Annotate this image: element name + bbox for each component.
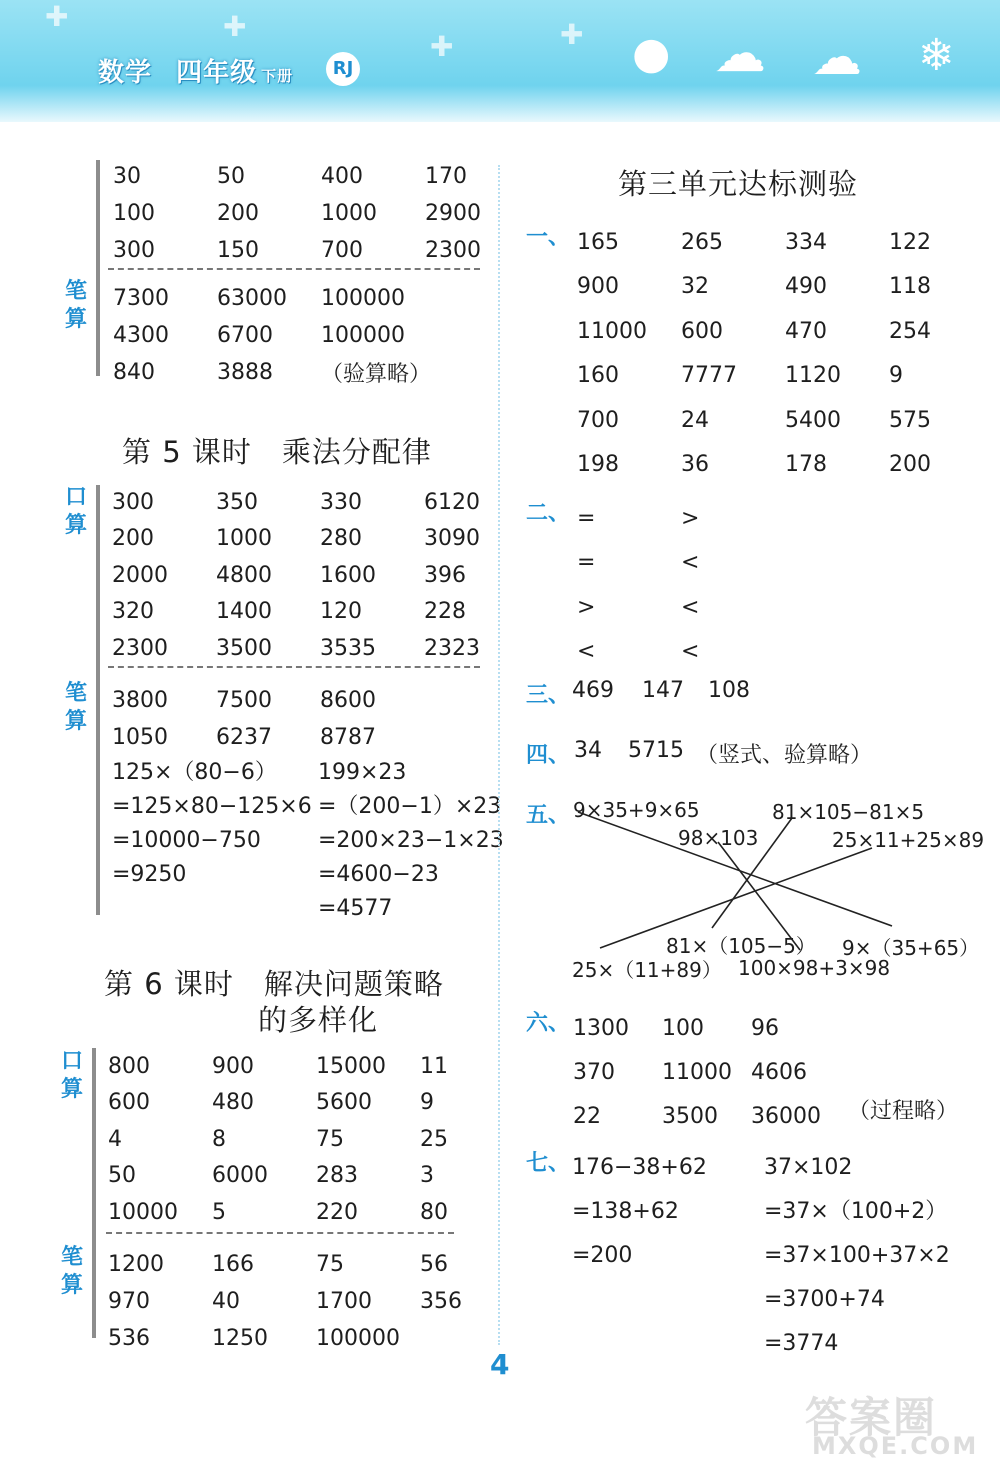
answer-value: 1000 [216,526,272,552]
match-expression: 81×105−81×5 [772,800,925,824]
edition-badge: RJ [326,52,360,86]
answer-value: 575 [889,407,931,433]
answer-value: 2300 [425,238,481,263]
answer-value: 118 [889,274,931,300]
answer-value: 1300 [573,1015,629,1041]
answer-row [112,521,528,558]
answer-value: < [681,550,700,576]
answer-note: （竖式、验算略） [696,743,873,768]
cloud-icon: ☁ [714,24,766,84]
answer-value: 150 [217,238,259,263]
answer-value: 120 [320,599,362,625]
answer-value: 356 [420,1289,462,1314]
plus-sparkle-icon: ✚ [560,18,584,51]
question-number: 二、 [526,501,571,526]
answer-value: 96 [751,1015,779,1041]
answer-row [577,541,785,586]
snowflake-icon: ❄ [918,30,955,81]
answer-value: 3500 [662,1103,718,1129]
calc-steps [112,756,312,892]
answer-value: 600 [681,318,723,344]
answer-value: 50 [217,164,245,189]
answer-value: 147 [642,678,684,703]
answer-value: 300 [113,238,155,263]
answer-row [112,557,528,594]
answer-value: 396 [424,562,466,588]
calc-step: =3700+74 [764,1287,885,1312]
answer-row [112,484,528,521]
lesson6-title: 第 6 课时 解决问题策略 [104,967,444,1001]
answer-row [577,220,993,265]
answer-row [113,280,501,317]
answer-value: 63000 [217,286,287,311]
calc-step: =4600−23 [318,862,439,887]
answer-value: 32 [681,274,709,300]
answer-value: 330 [320,489,362,515]
answer-value: 800 [108,1053,150,1079]
answer-value: 50 [108,1163,136,1189]
rain-cloud-icon: ☁ [812,28,862,86]
answer-value: 122 [889,229,931,255]
written-calc-label: 笔算 [64,279,87,332]
answer-row [112,594,528,631]
answer-value: 700 [577,407,619,433]
answer-value: 1400 [216,599,272,625]
watermark-url: MXQE.COM [812,1432,979,1460]
section-bar [92,1048,96,1338]
match-expression: 25×11+25×89 [832,828,985,852]
answer-value: 900 [212,1053,254,1079]
answer-value: 900 [577,274,619,300]
answer-value: 300 [112,489,154,515]
answer-value: 160 [577,363,619,389]
answer-value: < [681,639,700,665]
answer-value: 22 [573,1103,601,1129]
answer-row [573,1094,851,1138]
calc-answer-grid [113,158,529,269]
answer-value: 56 [420,1252,448,1277]
answer-value: 3888 [217,360,273,385]
match-expression: 25×（11+89） [572,958,722,982]
q1-answer-grid [577,220,993,487]
answer-value: 8787 [320,725,376,750]
answer-row [577,265,993,310]
written-calc-label: 笔算 [64,681,87,734]
answer-row [573,1050,851,1094]
section-bar [96,485,100,915]
answer-value: 9 [889,363,903,389]
question-number: 七、 [526,1151,571,1176]
answer-value: 2300 [112,635,168,661]
answer-value: 3500 [216,635,272,661]
calc-step: 125×（80−6） [112,760,277,785]
calc-steps [764,1146,950,1366]
answer-value: 80 [420,1199,448,1225]
match-expression: 9×35+9×65 [573,798,700,822]
answer-value: 100 [662,1015,704,1041]
answer-row [577,496,785,541]
answer-value: 4800 [216,562,272,588]
answer-value: 100000 [316,1326,400,1351]
dashed-divider [108,666,480,668]
answer-row [577,443,993,488]
answer-value: 6700 [217,323,273,348]
calc-step: 199×23 [318,760,407,785]
oral-calc-label: 口算 [60,1049,83,1102]
answer-value: 7300 [113,286,169,311]
answer-value: 370 [573,1059,615,1085]
answer-value: 200 [112,526,154,552]
answer-value: 350 [216,489,258,515]
answer-value: 8 [212,1126,226,1152]
match-expression: 98×103 [678,826,759,850]
plus-sparkle-icon: ✚ [223,10,247,43]
match-expression: 81×（105−5） [666,934,816,958]
answer-value: 220 [316,1199,358,1225]
calc-step: 176−38+62 [572,1155,707,1180]
answer-value: 5 [212,1199,226,1225]
dashed-divider [108,268,480,270]
answer-value: 198 [577,452,619,478]
answer-row [108,1283,524,1320]
calc-steps [318,756,504,926]
answer-value: 1120 [785,363,841,389]
written-calc-label: 笔算 [60,1245,83,1298]
sun-icon: ● [632,28,671,79]
answer-value: 200 [889,452,931,478]
answer-row [112,630,528,667]
answer-value: 11000 [662,1059,732,1085]
answer-value: （验算略） [321,362,432,387]
question-number: 五、 [526,803,571,828]
answer-value: 3535 [320,635,376,661]
unit-test-title: 第三单元达标测验 [618,167,859,201]
dashed-divider [106,1232,454,1234]
calc-step: =138+62 [572,1199,679,1224]
answer-value: 36 [681,452,709,478]
answer-row [108,1085,524,1122]
answer-value: 5600 [316,1090,372,1116]
answer-value: 100 [113,201,155,226]
answer-value: 15000 [316,1053,386,1079]
answer-row [113,317,501,354]
answer-row [112,719,424,756]
lesson6-title-line2: 的多样化 [258,1003,379,1037]
answer-value: 108 [708,678,750,703]
answer-row [113,195,529,232]
calc-step: =125×80−125×6 [112,794,312,819]
answer-value: 11000 [577,318,647,344]
answer-value: 2323 [424,635,480,661]
answer-value: 283 [316,1163,358,1189]
answer-row [112,682,424,719]
answer-value: 178 [785,452,827,478]
book-title: 数学 四年级 下册 [98,58,294,88]
answer-value: 970 [108,1289,150,1314]
answer-value: 7777 [681,363,737,389]
match-expression: 100×98+3×98 [738,956,891,980]
calc-step: =200 [572,1243,633,1268]
answer-value: 400 [321,164,363,189]
answer-value: 24 [681,407,709,433]
answer-row [108,1246,524,1283]
watermark-logo: 答案圈 [805,1393,938,1442]
answer-value: 840 [113,360,155,385]
answer-value: 6120 [424,489,480,515]
answer-value: 5715 [628,738,684,763]
answer-value: 165 [577,229,619,255]
lesson5-title: 第 5 课时 乘法分配律 [122,435,432,469]
answer-value: 200 [217,201,259,226]
answer-value: = [577,505,596,531]
answer-value: 8600 [320,688,376,713]
answer-row [108,1121,524,1158]
plus-sparkle-icon: ✚ [45,0,69,33]
calc-answer-grid [113,280,501,391]
answer-row [108,1158,524,1195]
answer-row [108,1194,524,1231]
calc-step: =37×（100+2） [764,1199,948,1224]
calc-step: =9250 [112,862,187,887]
answer-value: 490 [785,274,827,300]
answer-value: 2900 [425,201,481,226]
answer-value: 2000 [112,562,168,588]
answer-value: 536 [108,1326,150,1351]
oral-answer-grid [112,484,528,667]
answer-value: 100000 [321,323,405,348]
answer-row [108,1320,524,1357]
answer-row [113,232,529,269]
answer-value: 254 [889,318,931,344]
answer-value: 334 [785,229,827,255]
answer-value: 480 [212,1090,254,1116]
answer-value: 700 [321,238,363,263]
answer-row [577,398,993,443]
answer-row [113,158,529,195]
answer-value: 3 [420,1163,434,1189]
answer-row [577,630,785,675]
answer-value: 228 [424,599,466,625]
calc-step: =（200−1）×23 [318,794,502,819]
answer-value: 11 [420,1053,448,1079]
answer-value: 3090 [424,526,480,552]
q2-answer-grid [577,496,785,674]
answer-value: 1600 [320,562,376,588]
answer-value: 100000 [321,286,405,311]
answer-value: 6237 [216,725,272,750]
answer-value: 600 [108,1090,150,1116]
answer-value: < [681,594,700,620]
answer-value: 34 [574,738,602,763]
answer-value: 1250 [212,1326,268,1351]
answer-value: 40 [212,1289,240,1314]
answer-value: 25 [420,1126,448,1152]
answer-value: = [577,550,596,576]
calc-step: =37×100+37×2 [764,1243,950,1268]
page-number: 4 [490,1348,510,1381]
calc-step: =4577 [318,896,393,921]
plus-sparkle-icon: ✚ [430,30,454,63]
answer-value: 320 [112,599,154,625]
answer-row [577,354,993,399]
answer-value: 36000 [751,1103,821,1129]
question-number: 一、 [526,225,571,250]
answer-value: > [681,505,700,531]
calc-steps [572,1146,707,1278]
answer-note: （过程略） [848,1099,959,1124]
answer-value: 1200 [108,1252,164,1277]
answer-value: > [577,594,596,620]
answer-value: 6000 [212,1163,268,1189]
oral-answer-grid [108,1048,524,1231]
answer-value: 7500 [216,688,272,713]
answer-value: 30 [113,164,141,189]
q6-answer-grid [573,1006,851,1138]
column-divider [498,165,500,1345]
answer-value: < [577,639,596,665]
answer-value: 4 [108,1126,122,1152]
question-number: 三、 [526,683,571,708]
match-expression: 9×（35+65） [842,936,980,960]
written-answer-grid [108,1246,524,1357]
answer-row [573,1006,851,1050]
answer-value: 75 [316,1252,344,1277]
written-answer-grid [112,682,424,756]
question-number: 四、 [526,743,571,768]
answer-value: 4606 [751,1059,807,1085]
answer-value: 1050 [112,725,168,750]
answer-value: 170 [425,164,467,189]
calc-step: =3774 [764,1331,839,1356]
answer-value: 1700 [316,1289,372,1314]
oral-calc-label: 口算 [64,485,87,538]
answer-value: 469 [572,678,614,703]
answer-row [577,585,785,630]
answer-row [113,354,501,391]
calc-step: =200×23−1×23 [318,828,504,853]
answer-value: 470 [785,318,827,344]
answer-row [108,1048,524,1085]
calc-step: 37×102 [764,1155,853,1180]
question-number: 六、 [526,1011,571,1036]
answer-value: 265 [681,229,723,255]
answer-value: 280 [320,526,362,552]
section-bar [96,160,100,376]
answer-value: 4300 [113,323,169,348]
answer-value: 75 [316,1126,344,1152]
answer-value: 3800 [112,688,168,713]
answer-value: 166 [212,1252,254,1277]
answer-value: 9 [420,1090,434,1116]
answer-value: 1000 [321,201,377,226]
answer-row [577,309,993,354]
answer-value: 10000 [108,1199,178,1225]
answer-value: 5400 [785,407,841,433]
calc-step: =10000−750 [112,828,261,853]
